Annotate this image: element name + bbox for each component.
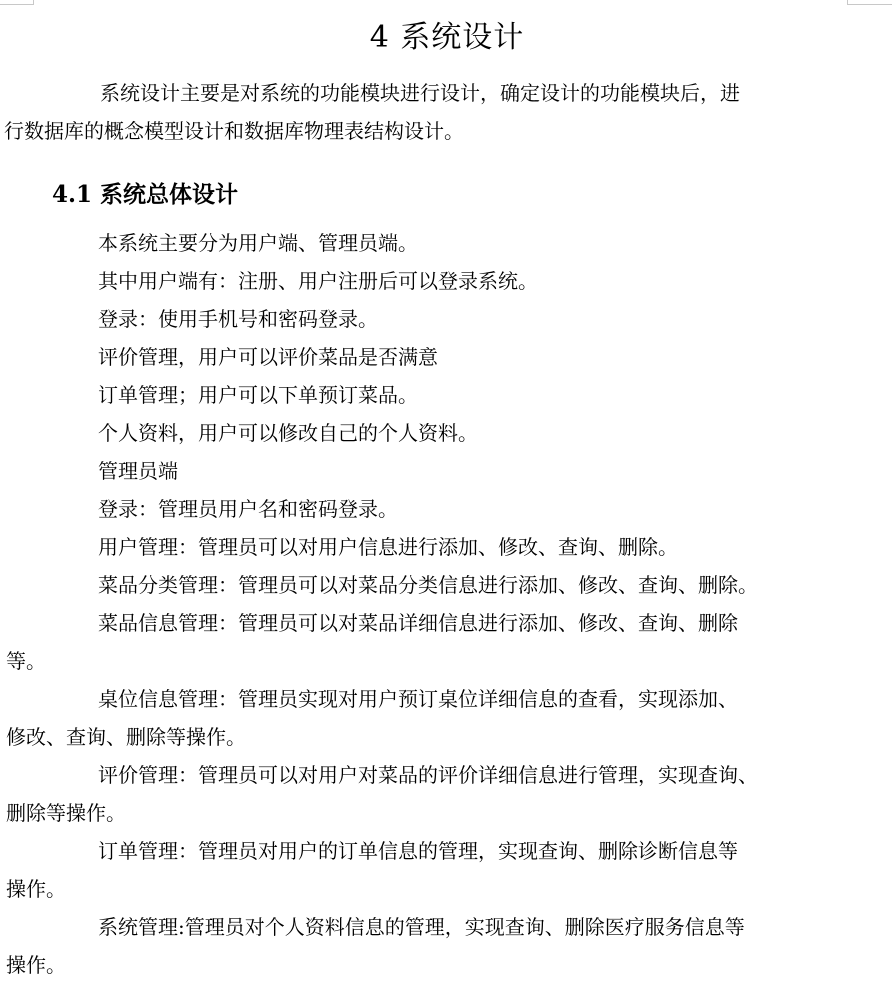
body-paragraph: [52, 414, 842, 452]
intro-paragraph: [4, 74, 842, 150]
body-paragraph: [52, 490, 842, 528]
paragraph-text-continued: 修改、查询、删除等操作。: [6, 725, 246, 749]
intro-line-1: 系统设计主要是对系统的功能模块进行设计，确定设计的功能模块后，进: [100, 81, 740, 105]
paragraph-text: 评价管理，用户可以评价菜品是否满意: [98, 345, 438, 369]
paragraph-text: 用户管理：管理员可以对用户信息进行添加、修改、查询、删除。: [98, 535, 678, 559]
paragraph-text: 管理员端: [98, 459, 178, 483]
section-title: 4.1 系统总体设计: [52, 181, 239, 208]
document-page: [4, 0, 842, 984]
page-corner-mark-left: [0, 0, 34, 5]
paragraph-text: 系统管理:管理员对个人资料信息的管理，实现查询、删除医疗服务信息等: [98, 915, 745, 939]
body-paragraph: [52, 528, 842, 566]
paragraph-text-continued: 等。: [6, 649, 46, 673]
chapter-title: 4 系统设计: [369, 20, 525, 55]
body-paragraph: [52, 566, 842, 604]
paragraph-text: 评价管理：管理员可以对用户对菜品的评价详细信息进行管理，实现查询、: [98, 763, 758, 787]
paragraph-text-continued: 操作。: [6, 877, 66, 901]
paragraph-text: 桌位信息管理：管理员实现对用户预订桌位详细信息的查看，实现添加、: [98, 687, 738, 711]
page-corner-mark-right: [847, 0, 892, 5]
paragraph-text: 登录：管理员用户名和密码登录。: [98, 497, 398, 521]
paragraph-text: 菜品分类管理：管理员可以对菜品分类信息进行添加、修改、查询、删除。: [98, 573, 758, 597]
body-paragraph: [6, 756, 842, 832]
section-body: [6, 224, 842, 984]
body-paragraph: [52, 262, 842, 300]
intro-line-2: 行数据库的概念模型设计和数据库物理表结构设计。: [4, 119, 464, 143]
body-paragraph: [52, 338, 842, 376]
body-paragraph: [52, 224, 842, 262]
paragraph-text: 其中用户端有：注册、用户注册后可以登录系统。: [98, 269, 538, 293]
paragraph-text: 订单管理：管理员对用户的订单信息的管理，实现查询、删除诊断信息等: [98, 839, 738, 863]
body-paragraph: [6, 908, 842, 984]
paragraph-text: 菜品信息管理：管理员可以对菜品详细信息进行添加、修改、查询、删除: [98, 611, 738, 635]
body-paragraph: [52, 300, 842, 338]
paragraph-text: 本系统主要分为用户端、管理员端。: [98, 231, 418, 255]
body-paragraph: [6, 680, 842, 756]
paragraph-text: 个人资料，用户可以修改自己的个人资料。: [98, 421, 478, 445]
body-paragraph: [6, 832, 842, 908]
body-paragraph: [6, 604, 842, 680]
paragraph-text-continued: 操作。: [6, 953, 66, 977]
body-paragraph: [52, 452, 842, 490]
paragraph-text-continued: 删除等操作。: [6, 801, 126, 825]
paragraph-text: 订单管理；用户可以下单预订菜品。: [98, 383, 418, 407]
body-paragraph: [52, 376, 842, 414]
paragraph-text: 登录：使用手机号和密码登录。: [98, 307, 378, 331]
